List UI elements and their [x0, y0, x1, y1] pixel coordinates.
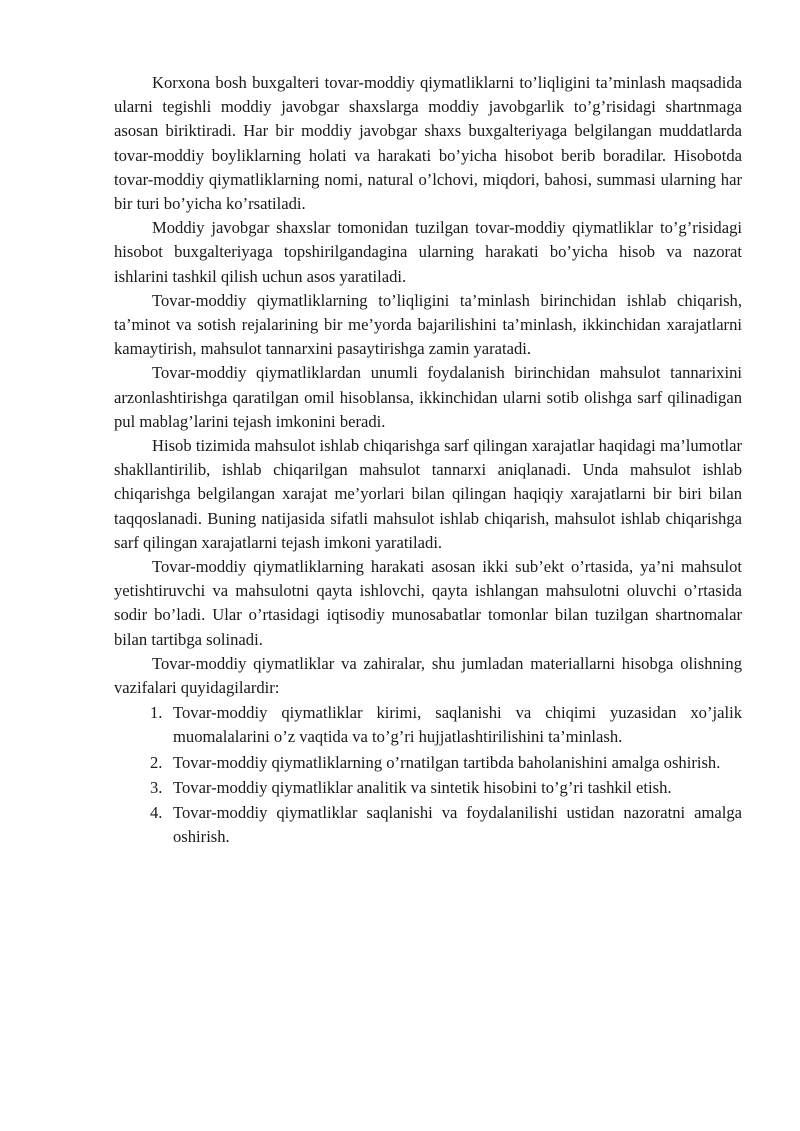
list-item — [114, 801, 742, 849]
paragraph-1: Korxona bosh buxgalteri tovar-moddiy qiymatliklarni to’liqligini ta’minlash maqsadida ularni tegishli moddiy javobgar shaxslarga moddiy javobgarlik to’g’risidagi shartnmaga asosan biriktiradi. Har bir moddiy javobgar shaxs buxgalteriyaga belgilangan muddatlarda tovar-moddiy boyliklarning holati va harakati bo’yicha hisobot berib boradilar. Hisobotda tovar-moddiy qiymatliklarning nomi, natural o’lchovi, miqdori, bahosi, summasi ularning har bir turi bo’yicha ko’rsatiladi. — [114, 73, 742, 214]
paragraph-5: Hisob tizimida mahsulot ishlab chiqarishga sarf qilingan xarajatlar haqidagi ma’lumotlar shakllantirilib, ishlab chiqarilgan mahsulot tannarxi aniqlanadi. Unda mahsulot ishlab chiqarishga belgilangan xarajat me’yorlari bilan qilingan haqiqiy xarajatlarni bir biri bilan taqqoslanadi. Buning natijasida sifatli mahsulot ishlab chiqarish, mahsulot ishlab chiqarishga sarf qilingan xarajatlarni tejash imkoni yaratiladi. — [114, 436, 742, 552]
paragraph-6: Tovar-moddiy qiymatliklarning harakati asosan ikki sub’ekt o’rtasida, ya’ni mahsulot yetishtiruvchi va mahsulotni qayta ishlovchi, qayta ishlangan mahsulotni oluvchi o’rtasida sodir bo’ladi. Ular o’rtasidagi iqtisodiy munosabatlar tomonlar bilan tuzilgan shartnomalar bilan tartibga solinadi. — [114, 557, 742, 649]
list-item-number: 4. — [150, 803, 163, 823]
list-item-text: Tovar-moddiy qiymatliklar analitik va sintetik hisobini to’g’ri tashkil etish. — [173, 777, 672, 797]
paragraph-2: Moddiy javobgar shaxslar tomonidan tuzilgan tovar-moddiy qiymatliklar to’g’risidagi hisobot buxgalteriyaga topshirilgandagina ularning harakati bo’yicha hisob va nazorat ishlarini tashkil qilish uchun asos yaratiladi. — [114, 218, 742, 286]
paragraph-3: Tovar-moddiy qiymatliklarning to’liqligini ta’minlash birinchidan ishlab chiqarish, ta’minot va sotish rejalarining bir me’yorda bajarilishini ta’minlash, ikkinchidan xarajatlarni kamaytirish, mahsulot tannarxini pasaytirishga zamin yaratadi. — [114, 290, 742, 359]
document-page — [114, 71, 742, 850]
list-item-number: 2. — [150, 752, 163, 772]
list-item — [114, 751, 742, 775]
list-item — [114, 701, 742, 749]
paragraph-4: Tovar-moddiy qiymatliklardan unumli foydalanish birinchidan mahsulot tannarixini arzonlashtirishga qaratilgan omil hisoblansa, ikkinchidan ularni sotib olishga sarf qilinadigan pul mablag’larini tejash imkonini beradi. — [114, 363, 742, 431]
list-item-text: Tovar-moddiy qiymatliklarning o’rnatilgan tartibda baholanishini amalga oshirish. — [173, 752, 721, 772]
tasks-list — [114, 701, 742, 849]
paragraph-7: Tovar-moddiy qiymatliklar va zahiralar, shu jumladan materiallarni hisobga olishning vazifalari quyidagilardir: — [114, 653, 742, 698]
list-item-number: 3. — [150, 777, 163, 797]
list-item-text: Tovar-moddiy qiymatliklar kirimi, saqlanishi va chiqimi yuzasidan xo’jalik muomalalarini o’z vaqtida va to’g’ri hujjatlashtirilishini ta’minlash. — [173, 703, 742, 747]
list-item — [114, 776, 742, 800]
list-item-text: Tovar-moddiy qiymatliklar saqlanishi va foydalanilishi ustidan nazoratni amalga oshirish. — [173, 803, 742, 847]
list-item-number: 1. — [150, 703, 163, 723]
